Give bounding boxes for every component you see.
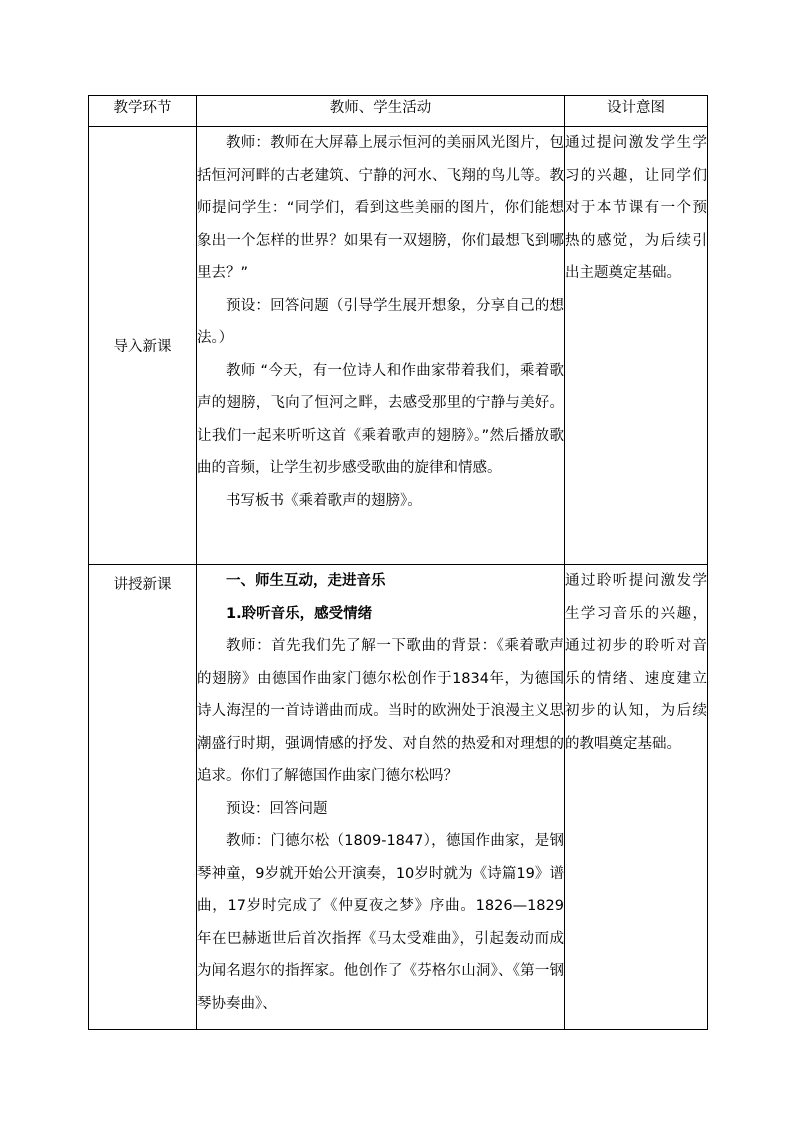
intent-cell <box>565 127 708 565</box>
header-activity: 教师、学生活动 <box>197 96 565 127</box>
activity-paragraph: 教师：门德尔松（1809-1847），德国作曲家，是钢琴神童，9岁就开始公开演奏，10岁时就为《诗篇19》谱曲，17岁时完成了《仲夏夜之梦》序曲。1826—1829年在巴赫逝世后首次指挥《马太受难曲》，引起轰动而成为闻名遐尔的指挥家。他创作了《芬格尔山洞》、《第一钢琴协奏曲》、 <box>197 833 564 1012</box>
activity-heading: 一、师生互动，走进音乐 <box>226 573 386 589</box>
intent-cell <box>565 565 708 1030</box>
header-intent: 设计意图 <box>565 96 708 127</box>
activity-paragraph: 预设：回答问题（引导学生展开想象，分享自己的想法。） <box>197 297 564 346</box>
intent-text: 通过提问激发学生学习的兴趣，让同学们对于本节课有一个预热的感觉，为后续引出主题奠定基础。 <box>565 135 707 281</box>
activity-paragraph: 教师 “今天，有一位诗人和作曲家带着我们，乘着歌声的翅膀，飞向了恒河之畔，去感受那里的宁静与美好。让我们一起来听听这首《乘着歌声的翅膀》。”然后播放歌曲的音频，让学生初步感受歌曲的旋律和情感。 <box>197 362 564 476</box>
header-section: 教学环节 <box>89 96 197 127</box>
activity-paragraph: 教师：首先我们先了解一下歌曲的背景：《乘着歌声的翅膀》由德国作曲家门德尔松创作于1834年，为德国诗人海涅的一首诗谱曲而成。当时的欧洲处于浪漫主义思潮盛行时期，强调情感的抒发、对自然的热爱和对理想的追求。你们了解德国作曲家门德尔松吗？ <box>197 638 564 784</box>
activity-subheading: 1.聆听音乐，感受情绪 <box>226 605 373 622</box>
section-label: 讲授新课 <box>113 577 172 593</box>
activity-cell <box>197 565 565 1030</box>
intent-text: 通过聆听提问激发学生学习音乐的兴趣，通过初步的聆听对音乐的情绪、速度建立初步的认知，为后续的教唱奠定基础。 <box>565 573 707 752</box>
table-row <box>89 565 708 1030</box>
section-cell <box>89 565 197 1030</box>
activity-paragraph: 书写板书《乘着歌声的翅膀》。 <box>226 492 422 509</box>
activity-paragraph: 预设：回答问题 <box>226 800 328 817</box>
table-header-row <box>89 96 708 127</box>
lesson-plan-table <box>88 95 708 1030</box>
section-cell: 导入新课 <box>89 127 197 565</box>
activity-cell <box>197 127 565 565</box>
activity-paragraph: 教师：教师在大屏幕上展示恒河的美丽风光图片，包括恒河河畔的古老建筑、宁静的河水、飞翔的鸟儿等。教师提问学生：“同学们，看到这些美丽的图片，你们能想象出一个怎样的世界？如果有一双翅膀，你们最想飞到哪里去？” <box>197 135 564 281</box>
table-row <box>89 127 708 565</box>
